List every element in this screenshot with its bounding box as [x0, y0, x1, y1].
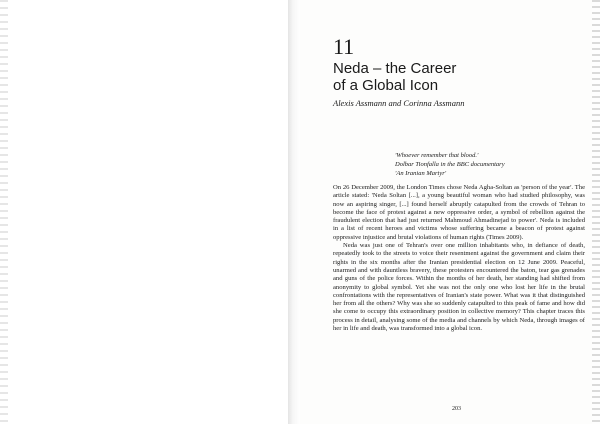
- body-paragraph-1: On 26 December 2009, the London Times chose Neda Agha-Soltan as 'person of the year'. The article stated: 'Neda Soltan [...], a young beautiful woman who had studied philosophy, was now an aspiring singer, [...] found herself abruptly catapulted from the crowds of Tehran to become the face of protest against a new oppressive order, a symbol of rebellion against the fraudulent election that had just returned Mahmoud Ahmadinejad to power'. Neda is included in a list of recent heroes and victims whose suffering became a beacon of protest against oppressive injustice and brutal violations of human rights (Times 2009).: [333, 184, 585, 241]
- chapter-title: [333, 60, 573, 94]
- right-page-edge: [592, 0, 600, 424]
- epigraph: [395, 151, 585, 178]
- epigraph-line-2: Dolbar Tionfalla in the BBC documentary: [395, 161, 505, 168]
- epigraph-line-1: 'Whoever remember that blood.': [395, 152, 479, 159]
- right-page: [300, 0, 592, 424]
- page-number: 203: [452, 406, 461, 412]
- chapter-authors: Alexis Assmann and Corinna Assmann: [333, 98, 465, 108]
- chapter-title-line-1: Neda – the Career: [333, 60, 457, 77]
- book-gutter: [288, 0, 300, 424]
- chapter-title-line-2: of a Global Icon: [333, 77, 439, 94]
- left-page-blank: [0, 0, 292, 424]
- chapter-body: [333, 184, 585, 333]
- left-page-edge: [0, 0, 8, 424]
- body-paragraph-2: Neda was just one of Tehran's over one million inhabitants who, in defiance of death, repeatedly took to the streets to voice their resentment against the government and claim their rights in the six months after the Iranian presidential election on 12 June 2009. Peaceful, unarmed and with dauntless bravery, these protesters encountered the baton, tear gas grenades and guns of the police forces. Within the months of her death, her standing had shifted from anonymity to global symbol. Yet she was not the only one who lost her life in the brutal confrontations with the representatives of Iranian's state power. What was it that distinguished her from all the others? Why was she so suddenly catapulted to this peak of fame and how did she come to occupy this extraordinary position in collective memory? This chapter traces this process in detail, analysing some of the media and channels by which Neda, through images of her in life and death, was transformed into a global icon.: [333, 242, 585, 333]
- epigraph-line-3: 'An Iranian Martyr': [395, 170, 447, 177]
- chapter-number: 11: [333, 34, 355, 59]
